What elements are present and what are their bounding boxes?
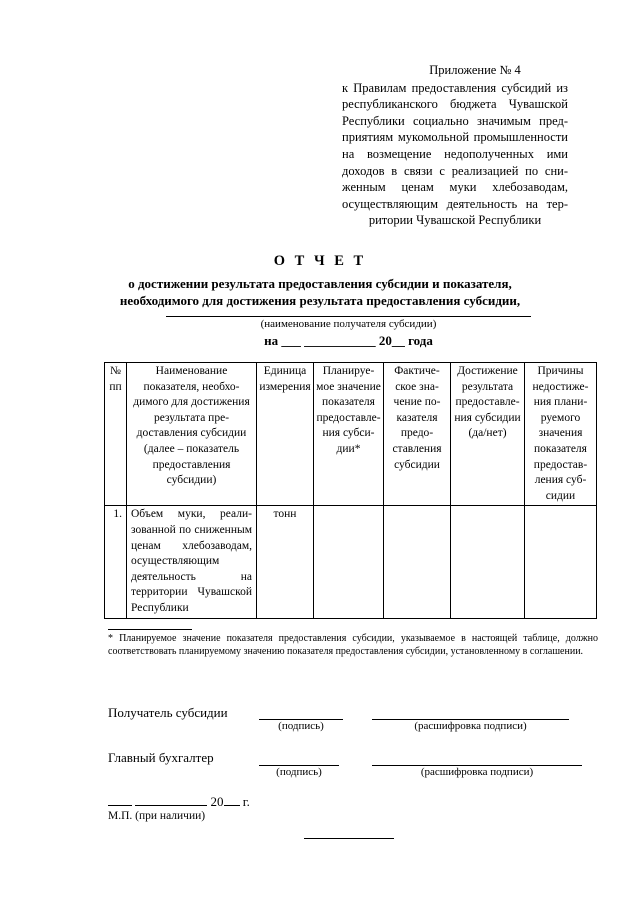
end-line <box>304 838 394 839</box>
report-heading <box>60 253 580 309</box>
row-unit: тонн <box>257 506 314 618</box>
row-planned-value <box>314 506 384 618</box>
header-indicator-name: Наименование показателя, необходимого для достижения результата предоставления субсидии (далее – показатель предоставления субсидии) <box>127 363 257 506</box>
date-year-blank <box>224 795 240 806</box>
footnote: * Планируемое значение показателя предоставления субсидии, указываемое в настоящей таблице, должно соответствовать планируемому значению показателя предоставления субсидии, установленному в соглашении. <box>108 633 598 657</box>
row-result-achieved <box>451 506 525 618</box>
appendix-number: Приложение № 4 <box>429 63 521 77</box>
report-subtitle-line-2: необходимого для достижения результата предоставления субсидии, <box>119 293 521 308</box>
header-planned-value: Планируемое значение показателя предоставления субсидии* <box>314 363 384 506</box>
accountant-signature-label: Главный бухгалтер <box>108 750 214 765</box>
date-day-blank <box>108 795 132 806</box>
report-title: О Т Ч Е Т <box>273 253 367 269</box>
recipient-signature-label: Получатель субсидии <box>108 705 228 720</box>
accountant-decryption-caption: (расшифровка подписи) <box>420 766 534 778</box>
stamp-label: М.П. (при наличии) <box>108 810 206 822</box>
recipient-signature-caption: (подпись) <box>278 720 324 732</box>
appendix-block <box>342 62 568 229</box>
report-table <box>104 362 597 619</box>
date-year-suffix: г. <box>242 794 250 809</box>
header-failure-reasons: Причины недостижения планируемого значения показателя предоставления субсидии <box>525 363 597 506</box>
row-indicator-name: Объем муки, реализованной по сниженным ценам хлебозаводам, осуществляющим деятельность на территории Чувашской Республики <box>127 506 257 618</box>
date-month-blank <box>135 795 207 806</box>
header-actual-value: Фактическое значение показателя предоставления субсидии <box>384 363 451 506</box>
header-number: № пп <box>105 363 127 506</box>
row-actual-value <box>384 506 451 618</box>
recipient-name-line <box>166 316 531 317</box>
row-failure-reasons <box>525 506 597 618</box>
table-row <box>105 506 597 618</box>
row-number: 1. <box>105 506 127 618</box>
report-period: на ___ ___________ 20__ года <box>264 333 433 348</box>
recipient-caption: (наименование получателя субсидии) <box>260 318 437 330</box>
report-subtitle-line-1: о достижении результата предоставления субсидии и показателя, <box>128 276 512 291</box>
accountant-signature-caption: (подпись) <box>276 766 322 778</box>
appendix-text: к Правилам предоставления субсидий из республиканского бюджета Чувашской Республики социально значимым предприятиям мукомольной промышленности на возмещение недополученных ими доходов в связи с реализацией по сниженным ценам муки хлебозаводам, осуществляющим деятельность на территории Чувашской Республики <box>342 80 568 228</box>
recipient-decryption-caption: (расшифровка подписи) <box>414 720 527 732</box>
header-unit: Единица измерения <box>257 363 314 506</box>
footnote-separator <box>108 629 192 630</box>
date-field <box>108 794 250 810</box>
table-header-row <box>105 363 597 506</box>
header-result-achieved: Достижение результата предоставления субсидии (да/нет) <box>451 363 525 506</box>
date-year-prefix: 20 <box>210 794 224 809</box>
